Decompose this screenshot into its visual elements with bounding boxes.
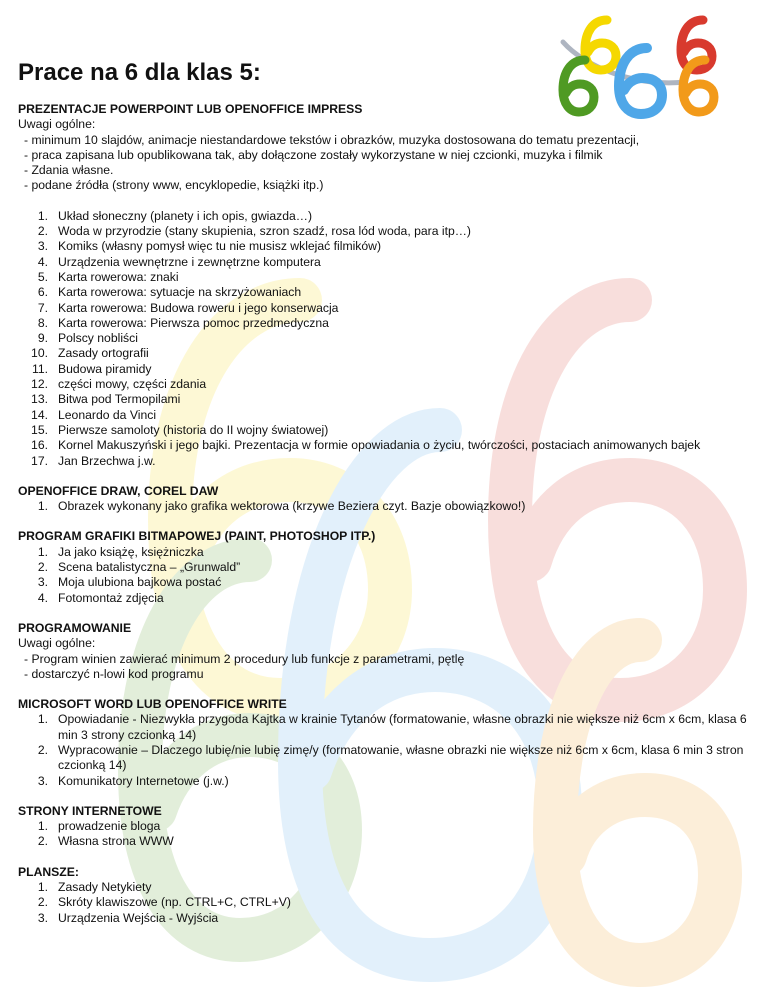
topics-list [18, 819, 753, 850]
topics-list [18, 712, 753, 788]
list-item: 1. Ja jako książę, księżniczka [37, 544, 204, 559]
section-programming [18, 621, 753, 682]
list-item: 4. Fotomontaż zdjęcia [37, 590, 164, 605]
list-item: 4. Urządzenia wewnętrzne i zewnętrzne komputera [37, 254, 321, 269]
list-item: 3. Komunikatory Internetowe (j.w.) [37, 773, 229, 788]
list-item: 9. Polscy nobliści [37, 331, 138, 346]
notes-list [18, 652, 753, 683]
topics-list [18, 545, 753, 606]
section-word-processing [18, 697, 753, 789]
note-item: - praca zapisana lub opublikowana tak, aby dołączone zostały wykorzystane w niej czcionki, muzyka i filmik [24, 147, 603, 162]
list-item: 2. Skróty klawiszowe (np. CTRL+C, CTRL+V) [37, 895, 291, 910]
list-item: 17. Jan Brzechwa j.w. [31, 453, 156, 468]
list-item: 7. Karta rowerowa: Budowa roweru i jego konserwacja [37, 300, 339, 315]
notes-title: Uwagi ogólne: [18, 117, 96, 132]
list-item: 2. Woda w przyrodzie (stany skupienia, szron szadź, rosa lód woda, para itp…) [37, 224, 471, 239]
list-item: 14. Leonardo da Vinci [31, 407, 157, 422]
page-title: Prace na 6 dla klas 5: [18, 59, 261, 86]
list-item: 3. Urządzenia Wejścia - Wyjścia [37, 910, 219, 925]
list-item: 1. Układ słoneczny (planety i ich opis, gwiazda…) [37, 208, 313, 223]
document-body [18, 58, 753, 941]
list-item: 3. Moja ulubiona bajkowa postać [37, 575, 222, 590]
section-posters [18, 865, 753, 926]
section-heading: PROGRAM GRAFIKI BITMAPOWEJ (PAINT, PHOTOSHOP ITP.) [18, 529, 376, 544]
section-presentations [18, 102, 753, 469]
list-item: 6. Karta rowerowa: sytuacje na skrzyżowaniach [37, 285, 302, 300]
section-heading: MICROSOFT WORD LUB OPENOFFICE WRITE [18, 697, 287, 712]
list-item: 15. Pierwsze samoloty (historia do II wojny światowej) [31, 422, 329, 437]
note-item: - Program winien zawierać minimum 2 procedury lub funkcje z parametrami, pętlę [24, 651, 465, 666]
list-item: 5. Karta rowerowa: znaki [37, 269, 179, 284]
notes-list [18, 133, 753, 194]
list-item: 12. części mowy, części zdania [31, 377, 207, 392]
section-websites [18, 804, 753, 850]
list-item: 16. Kornel Makuszyński i jego bajki. Prezentacja w formie opowiadania o życiu, twórczości, postaciach animowanych bajek [31, 438, 701, 453]
section-heading: PROGRAMOWANIE [18, 620, 132, 635]
note-item: - minimum 10 slajdów, animacje niestandardowe tekstów i obrazków, muzyka dostosowana do tematu prezentacji, [24, 132, 640, 147]
note-item: - Zdania własne. [24, 163, 114, 178]
list-item: 10. Zasady ortografii [31, 346, 149, 361]
list-item: 2. Scena batalistyczna – „Grunwald” [37, 560, 241, 575]
list-item: 1. Zasady Netykiety [37, 880, 152, 895]
section-heading: OPENOFFICE DRAW, COREL DAW [18, 483, 219, 498]
topics-list [18, 499, 753, 514]
section-heading: STRONY INTERNETOWE [18, 803, 162, 818]
note-item: - podane źródła (strony www, encyklopedie, książki itp.) [24, 178, 324, 193]
topics-list [18, 880, 753, 926]
list-item: 1. prowadzenie bloga [37, 819, 161, 834]
list-item: 2. Własna strona WWW [37, 834, 174, 849]
list-item: 3. Komiks (własny pomysł więc tu nie musisz wklejać filmików) [37, 239, 382, 254]
section-heading: PREZENTACJE POWERPOINT LUB OPENOFFICE IMPRESS [18, 102, 363, 116]
list-item: 8. Karta rowerowa: Pierwsza pomoc przedmedyczna [37, 315, 329, 330]
section-vector-graphics [18, 484, 753, 515]
list-item: 1. Obrazek wykonany jako grafika wektorowa (krzywe Beziera czyt. Bazje obowiązkowo!) [37, 499, 526, 514]
topics-list [18, 209, 753, 469]
note-item: - dostarczyć n-lowi kod programu [24, 666, 204, 681]
notes-title: Uwagi ogólne: [18, 636, 96, 651]
logo-six-yellow [585, 20, 616, 70]
sixes-logo [555, 12, 735, 122]
list-item: 11. Budowa piramidy [31, 361, 152, 376]
section-heading: PLANSZE: [18, 864, 79, 879]
list-item: 2. Wypracowanie – Dlaczego lubię/nie lubię zimę/y (formatowanie, własne obrazki nie większe niż 6cm x 6cm, klasa 6 min 3 stron czcionką 14) [37, 742, 744, 773]
section-bitmap-graphics [18, 529, 753, 605]
list-item: 13. Bitwa pod Termopilami [31, 392, 181, 407]
logo-six-blue [619, 48, 662, 114]
list-item: 1. Opowiadanie - Niezwykła przygoda Kajtka w krainie Tytanów (formatowanie, własne obrazki nie większe niż 6cm x 6cm, klasa 6 min 3 strony czcionką 14) [37, 712, 747, 742]
